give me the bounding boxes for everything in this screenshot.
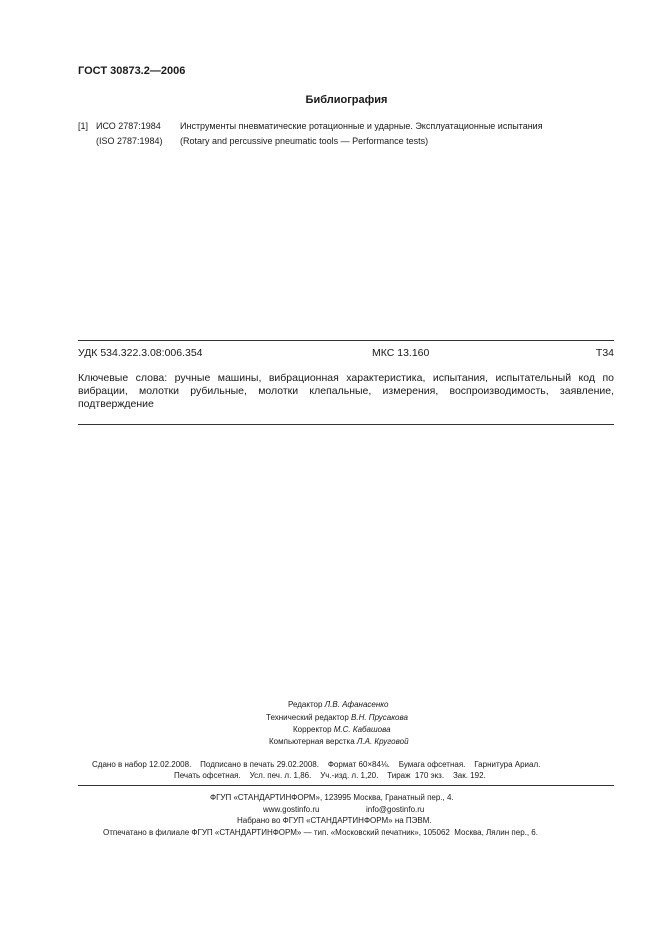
credit-editor [288,700,388,709]
keywords-text: ручные машины, вибрационная характеристика, испытания, испытательный код по вибрации, молотки рубильные, молотки клепальные, измерения, воспроизводимость, заявление, подтверждение [78,372,614,410]
layout-label: Компьютерная верстка [269,737,355,746]
mks-code: МКС 13.160 [372,347,430,359]
corrector-label: Корректор [293,725,332,734]
layout-name: Л.А. Круговой [356,737,409,746]
credit-tech-editor [266,713,408,722]
udk-code: УДК 534.322.3.08:006.354 [78,347,203,359]
reference-title-en: (Rotary and percussive pneumatic tools — Performance tests) [180,136,429,146]
corrector-name: М.С. Кабашова [333,725,391,734]
divider-middle [78,424,614,425]
editor-label: Редактор [288,700,323,709]
credit-layout [269,737,409,746]
tech-editor-label: Технический редактор [266,713,349,722]
tech-editor-name: В.Н. Прусакова [351,713,408,722]
reference-standard-en: (ISO 2787:1984) [96,136,163,146]
publisher-website[interactable]: www.gostinfo.ru [263,805,320,814]
print-info-line-1: Сдано в набор 12.02.2008. Подписано в печать 29.02.2008. Формат 60×84⅛. Бумага офсетная. Гарнитура Ариал. [92,760,541,769]
editor-name: Л.В. Афанасенко [324,700,389,709]
publisher-address: ФГУП «СТАНДАРТИНФОРМ», 123995 Москва, Гранатный пер., 4. [210,793,454,802]
reference-title: Инструменты пневматические ротационные и ударные. Эксплуатационные испытания [180,121,543,131]
document-code: ГОСТ 30873.2—2006 [78,65,186,77]
reference-standard: ИСО 2787:1984 [96,121,161,131]
keywords-label: Ключевые слова: [78,372,168,384]
printed-at-note: Отпечатано в филиале ФГУП «СТАНДАРТИНФОРМ» — тип. «Московский печатник», 105062 Москва, Лялин пер., 6. [103,828,538,837]
credit-corrector [293,725,391,734]
keywords-block [78,372,614,411]
bibliography-title: Библиография [305,94,388,106]
print-info-line-2: Печать офсетная. Усл. печ. л. 1,86. Уч.-изд. л. 1,20. Тираж 170 экз. Зак. 192. [174,771,486,780]
reference-number: [1] [78,121,89,131]
divider-bottom [78,785,614,786]
typeset-note: Набрано во ФГУП «СТАНДАРТИНФОРМ» на ПЭВМ. [237,816,432,825]
divider-top [78,340,614,341]
classification-code: Т34 [595,347,614,359]
publisher-email[interactable]: info@gostinfo.ru [366,805,425,814]
